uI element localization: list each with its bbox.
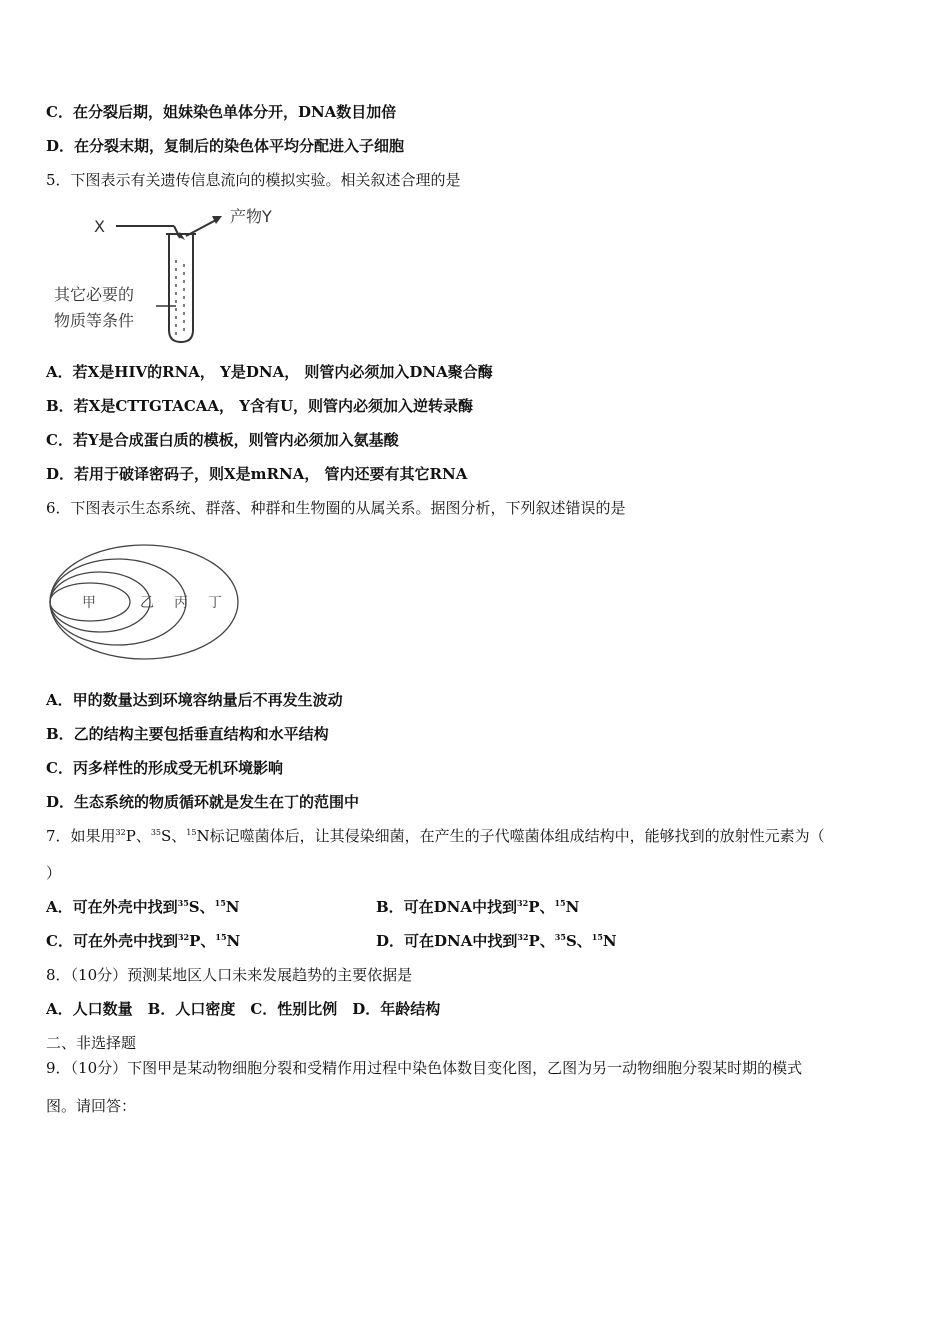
label-bing: 丙 (174, 595, 188, 611)
label-ding: 丁 (208, 595, 222, 611)
q7-option-b: B．可在DNA中找到$^{32}$P、$^{15}$N (376, 898, 580, 916)
q9-stem-line2: 图。请回答： (46, 1097, 137, 1115)
q6-option-a: A．甲的数量达到环境容纳量后不再发生波动 (46, 691, 343, 709)
ellipse-bing (50, 559, 186, 645)
test-tube (169, 234, 193, 342)
figure-x-label: X (94, 217, 105, 236)
figure-conditions-line1: 其它必要的 (54, 285, 135, 304)
label-jia: 甲 (82, 595, 96, 611)
q7-stem: 7．如果用$^{32}$P、$^{35}$S、$^{15}$N标记噬菌体后，让其侵染细菌，在产生的子代噬菌体组成结构中，能够找到的放射性元素为（ (46, 827, 825, 845)
output-arrow-head (212, 216, 222, 224)
q5-option-d: D．若用于破译密码子，则X是mRNA， 管内还要有其它RNA (46, 465, 468, 483)
q8-options: A．人口数量 B．人口密度 C．性别比例 D．年龄结构 (46, 1000, 441, 1018)
q8-stem: 8．（10分）预测某地区人口未来发展趋势的主要依据是 (46, 966, 413, 984)
ellipse-yi (50, 572, 150, 632)
figure-product-label: 产物Y (230, 207, 272, 226)
section-heading: 二、非选择题 (46, 1034, 137, 1052)
nested-ellipse-diagram (40, 540, 250, 666)
q6-option-d: D．生态系统的物质循环就是发生在丁的范围中 (46, 793, 360, 811)
q5-stem: 5．下图表示有关遗传信息流向的模拟实验。相关叙述合理的是 (46, 171, 461, 189)
q5-option-a: A．若X是HIV的RNA， Y是DNA， 则管内必须加入DNA聚合酶 (46, 363, 493, 381)
label-yi: 乙 (140, 595, 154, 611)
q6-stem: 6．下图表示生态系统、群落、种群和生物圈的从属关系。据图分析，下列叙述错误的是 (46, 499, 626, 517)
q7-option-d: D．可在DNA中找到$^{32}$P、$^{35}$S、$^{15}$N (376, 932, 617, 950)
q6-option-c: C．丙多样性的形成受无机环境影响 (46, 759, 283, 777)
q9-stem-line1: 9．（10分）下图甲是某动物细胞分裂和受精作用过程中染色体数目变化图，乙图为另一动物细胞分裂某时期的模式 (46, 1059, 803, 1077)
q4-option-c: C．在分裂后期，姐妹染色单体分开，DNA数目加倍 (46, 103, 397, 121)
q7-option-a: A．可在外壳中找到$^{35}$S、$^{15}$N (46, 898, 240, 916)
figure-conditions-line2: 物质等条件 (54, 311, 135, 330)
q7-stem-end: ） (46, 864, 62, 882)
q6-option-b: B．乙的结构主要包括垂直结构和水平结构 (46, 725, 329, 743)
test-tube-diagram (46, 200, 306, 350)
q5-option-b: B．若X是CTTGTACAA， Y含有U，则管内必须加入逆转录酶 (46, 397, 474, 415)
q7-option-c: C．可在外壳中找到$^{32}$P、$^{15}$N (46, 932, 241, 950)
q4-option-d: D．在分裂末期，复制后的染色体平均分配进入子细胞 (46, 137, 405, 155)
q5-option-c: C．若Y是合成蛋白质的模板，则管内必须加入氨基酸 (46, 431, 399, 449)
